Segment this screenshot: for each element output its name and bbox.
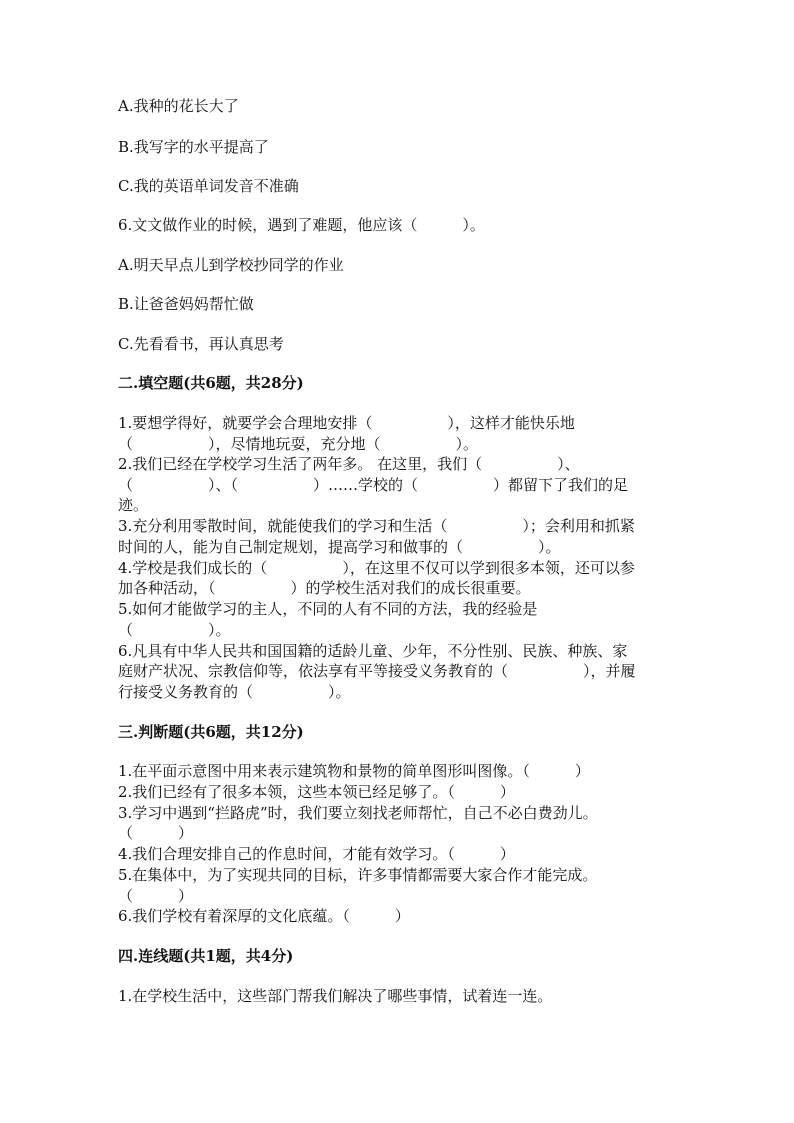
section2-line: 3.充分利用零散时间，就能使我们的学习和生活（ ）；会利用和抓紧 <box>118 517 635 535</box>
q6-stem: 6.文文做作业的时候，遇到了难题，他应该（ ）。 <box>118 216 485 234</box>
section2-line: （ ）、（ ）……学校的（ ）都留下了我们的足 <box>118 476 629 494</box>
section2-heading: 二.填空题(共6题，共28分) <box>118 374 304 392</box>
section4-heading: 四.连线题(共1题，共4分) <box>118 947 294 965</box>
section2-line: 6.凡具有中华人民共和国国籍的适龄儿童、少年，不分性别、民族、种族、家 <box>118 642 628 660</box>
section3-line: 2.我们已经有了很多本领，这些本领已经足够了。（ ） <box>118 783 515 801</box>
section3-line: 1.在平面示意图中用来表示建筑物和景物的简单图形叫图像。（ ） <box>118 762 590 780</box>
section2-line: 1.要想学得好，就要学会合理地安排（ ），这样才能快乐地 <box>118 414 575 432</box>
section3-line: 4.我们合理安排自己的作息时间，才能有效学习。（ ） <box>118 845 515 863</box>
section2-line: 5.如何才能做学习的主人，不同的人有不同的方法，我的经验是 <box>118 600 538 618</box>
q6-option-a: A.明天早点儿到学校抄同学的作业 <box>118 256 344 274</box>
section2-line: 迹。 <box>118 496 149 514</box>
q5-option-b: B.我写字的水平提高了 <box>118 138 269 156</box>
section3-heading: 三.判断题(共6题，共12分) <box>118 723 304 741</box>
section4-line: 1.在学校生活中，这些部门帮我们解决了哪些事情，试着连一连。 <box>118 987 553 1005</box>
section2-line: 2.我们已经在学校学习生活了两年多。 在这里，我们（ ）、 <box>118 455 580 473</box>
section2-line: 庭财产状况、宗教信仰等，依法享有平等接受义务教育的（ ），并履 <box>118 662 636 680</box>
section2-line: （ ），尽情地玩耍，充分地（ ）。 <box>118 435 479 453</box>
section2-line: 行接受义务教育的（ ）。 <box>118 683 351 701</box>
q6-option-c: C.先看看书，再认真思考 <box>118 335 284 353</box>
q5-option-c: C.我的英语单词发音不准确 <box>118 177 299 195</box>
section2-line: （ ）。 <box>118 621 231 639</box>
section3-line: 5.在集体中，为了实现共同的目标，许多事情都需要大家合作才能完成。 <box>118 866 598 884</box>
q5-option-a: A.我种的花长大了 <box>118 97 239 115</box>
q6-option-b: B.让爸爸妈妈帮忙做 <box>118 295 254 313</box>
section3-line: （ ） <box>118 887 194 905</box>
section2-line: 加各种活动，（ ）的学校生活对我们的成长很重要。 <box>118 579 531 597</box>
section2-line: 时间的人，能为自己制定规划，提高学习和做事的（ ）。 <box>118 538 561 556</box>
section3-line: （ ） <box>118 824 194 842</box>
section3-line: 6.我们学校有着深厚的文化底蕴。（ ） <box>118 907 410 925</box>
section3-line: 3.学习中遇到“拦路虎”时，我们要立刻找老师帮忙，自己不必白费劲儿。 <box>118 804 598 822</box>
section2-line: 4.学校是我们成长的（ ），在这里不仅可以学到很多本领，还可以参 <box>118 559 635 577</box>
